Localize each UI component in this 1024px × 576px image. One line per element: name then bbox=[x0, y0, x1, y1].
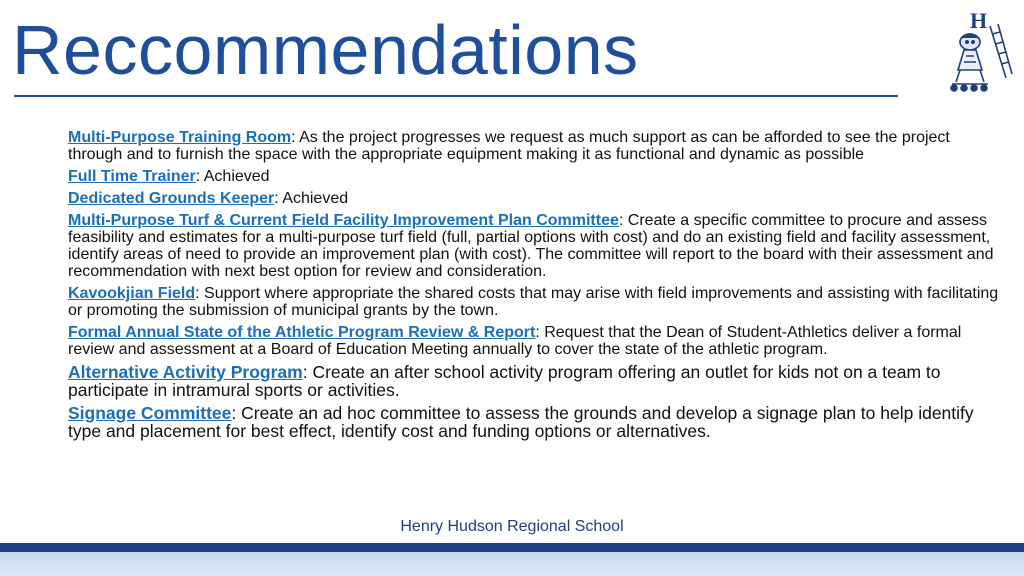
item-text: : Support where appropriate the shared costs that may arise with field improvements and assisting with facilitating or promoting the submission of municipal grants by the town. bbox=[68, 285, 999, 319]
list-item bbox=[68, 324, 1008, 358]
item-heading-link[interactable]: Dedicated Grounds Keeper bbox=[68, 190, 275, 207]
list-item bbox=[68, 212, 1008, 280]
school-logo bbox=[940, 8, 1016, 96]
list-item bbox=[68, 129, 1008, 163]
logo-letter: H bbox=[970, 8, 988, 33]
item-text: : Create a specific committee to procure and assess feasibility and estimates for a multi-purpose turf field (full, partial options with cost) and do an existing field and facility assessment, identify areas of need to provide an improvement plan (with cost). The committee will report to the board with their assessment and recommendation with next best option for review and consideration. bbox=[68, 212, 994, 280]
item-heading-link[interactable]: Multi-Purpose Training Room bbox=[68, 129, 292, 146]
item-heading-link[interactable]: Multi-Purpose Turf & Current Field Facility Improvement Plan Committee bbox=[68, 212, 619, 229]
list-item bbox=[68, 285, 1008, 319]
list-item bbox=[68, 404, 1008, 440]
item-heading-link[interactable]: Alternative Activity Program bbox=[68, 362, 303, 382]
list-item bbox=[68, 190, 1008, 207]
item-text: : Create an after school activity program offering an outlet for kids not on a team to participate in intramural sports or activities. bbox=[68, 362, 941, 400]
title-underline bbox=[14, 95, 898, 97]
list-item bbox=[68, 363, 1008, 399]
recommendation-list bbox=[68, 129, 1008, 445]
item-heading-link[interactable]: Formal Annual State of the Athletic Program Review & Report bbox=[68, 324, 536, 341]
page-title: Reccommendations bbox=[12, 11, 639, 89]
item-text: : Create an ad hoc committee to assess the grounds and develop a signage plan to help identify type and placement for best effect, identify cost and funding options or alternatives. bbox=[68, 403, 974, 441]
item-text: : Achieved bbox=[195, 168, 270, 185]
footer-band-dark bbox=[0, 543, 1024, 552]
list-item bbox=[68, 168, 1008, 185]
footer-school-name: Henry Hudson Regional School bbox=[400, 518, 624, 535]
mascot-icon bbox=[951, 24, 1012, 91]
item-text: : As the project progresses we request as much support as can be afforded to see the project through and to furnish the space with the appropriate equipment making it as functional and dynamic as possible bbox=[68, 129, 950, 163]
item-text: : Request that the Dean of Student-Athletics deliver a formal review and assessment at a Board of Education Meeting annually to cover the state of the athletic program. bbox=[68, 324, 962, 358]
footer-band-light bbox=[0, 552, 1024, 576]
item-text: : Achieved bbox=[274, 190, 349, 207]
item-heading-link[interactable]: Full Time Trainer bbox=[68, 168, 196, 185]
item-heading-link[interactable]: Signage Committee bbox=[68, 403, 232, 423]
item-heading-link[interactable]: Kavookjian Field bbox=[68, 285, 196, 302]
